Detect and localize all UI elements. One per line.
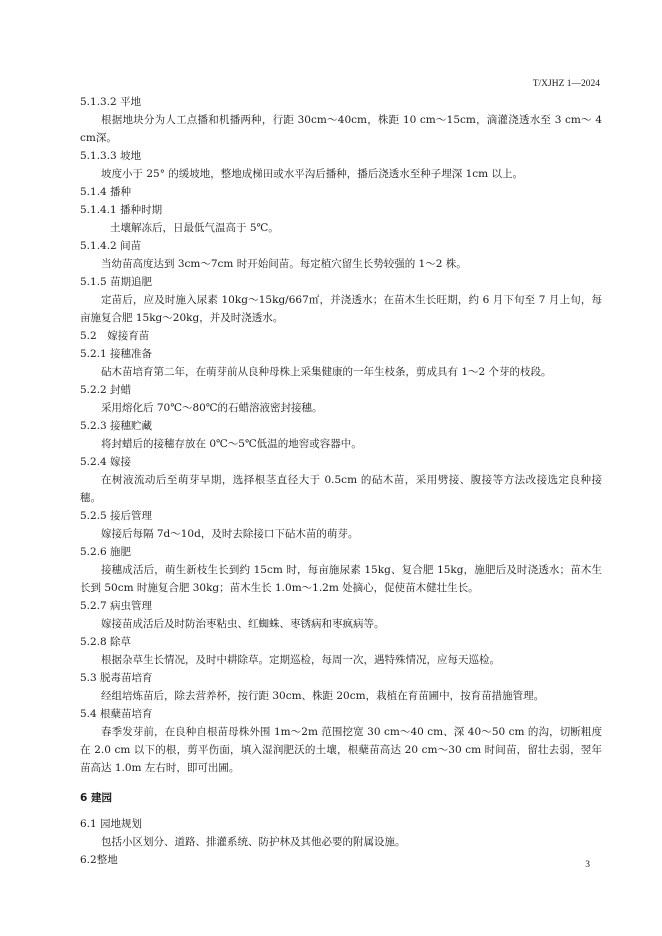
section-heading: 5.1.4 播种	[80, 186, 132, 198]
paragraph: 春季发芽前，在良种自根苗母株外围 1m～2m 范围挖宽 30 cm～40 cm、深 40～50 cm 的沟，切断粗度在 2.0 cm 以下的根，剪平伤面，填入湿润肥沃的土壤，根蘖苗高达 20 cm～30 cm 时间苗，留壮去弱，翌年苗高达 1.0m 左右时，即可出圃。	[80, 726, 602, 774]
section-heading: 5.2.4 嫁接	[80, 456, 132, 468]
paragraph: 嫁接后每隔 7d～10d，及时去除接口下砧木苗的萌芽。	[101, 528, 359, 540]
chapter-heading: 6 建园	[80, 792, 112, 804]
section-heading: 5.4 根蘖苗培育	[80, 708, 153, 720]
paragraph: 经组培炼苗后，除去营养杯，按行距 30cm、株距 20cm，栽植在育苗圃中，按育苗措施管理。	[101, 690, 545, 702]
paragraph: 嫁接苗成活后及时防治枣粘虫、红蜘蛛、枣锈病和枣疯病等。	[101, 618, 385, 630]
section-heading: 5.1.4.2 间苗	[80, 240, 142, 252]
paragraph: 在树液流动后至萌芽早期，选择根茎直径大于 0.5cm 的砧木苗，采用劈接、腹接等方法改接选定良种接穗。	[80, 474, 602, 504]
section-heading: 5.1.5 苗期追肥	[80, 276, 153, 288]
section-heading: 5.2.5 接后管理	[80, 510, 153, 522]
section-heading: 5.2.6 施肥	[80, 546, 132, 558]
document-body	[80, 93, 602, 869]
section-heading: 5.1.4.1 播种时期	[80, 204, 163, 216]
section-heading: 5.2.8 除草	[80, 636, 132, 648]
paragraph: 接穗成活后，萌生新枝生长到约 15cm 时，每亩施尿素 15kg、复合肥 15kg，施肥后及时浇透水；苗木生长到 50cm 时施复合肥 30kg；苗木生长 1.0m～1.2m 处摘心，促使苗木健壮生长。	[80, 564, 602, 594]
section-heading: 5.2.3 接穗贮藏	[80, 420, 153, 432]
paragraph: 土壤解冻后，日最低气温高于 5℃。	[110, 222, 279, 234]
section-heading: 5.2 嫁接育苗	[80, 330, 150, 342]
paragraph: 采用熔化后 70℃～80℃的石蜡溶液密封接穗。	[101, 402, 323, 414]
paragraph: 砧木苗培育第二年，在萌芽前从良种母株上采集健康的一年生枝条，剪成具有 1～2 个芽的枝段。	[101, 366, 552, 378]
document-code: T/XJHZ 1—2024	[532, 79, 600, 89]
section-heading: 6.1 园地规划	[80, 818, 143, 830]
page-number: 3	[585, 860, 590, 870]
paragraph: 坡度小于 25° 的缓坡地，整地成梯田或水平沟后播种，播后浇透水至种子埋深 1cm 以上。	[101, 168, 523, 180]
paragraph: 定苗后，应及时施入尿素 10kg～15kg/667㎡，并浇透水；在苗木生长旺期，约 6 月下旬至 7 月上旬，每亩施复合肥 15kg～20kg，并及时浇透水。	[80, 294, 602, 324]
section-heading: 6.2整地	[80, 854, 118, 866]
paragraph: 包括小区划分、道路、排灌系统、防护林及其他必要的附属设施。	[101, 836, 406, 848]
paragraph: 根据地块分为人工点播和机播两种，行距 30cm～40cm，株距 10 cm～15cm，滴灌浇透水至 3 cm～ 4 cm深。	[80, 114, 602, 144]
paragraph: 当幼苗高度达到 3cm～7cm 时开始间苗。每定植穴留生长势较强的 1～2 株。	[101, 258, 467, 270]
section-heading: 5.2.1 接穗准备	[80, 348, 153, 360]
section-heading: 5.2.7 病虫管理	[80, 600, 153, 612]
paragraph: 根据杂草生长情况，及时中耕除草。定期巡检，每周一次，遇特殊情况，应每天巡检。	[101, 654, 500, 666]
section-heading: 5.2.2 封蜡	[80, 384, 132, 396]
section-heading: 5.1.3.3 坡地	[80, 150, 142, 162]
section-heading: 5.1.3.2 平地	[80, 96, 142, 108]
paragraph: 将封蜡后的接穗存放在 0℃～5℃低温的地窖或容器中。	[101, 438, 362, 450]
section-heading: 5.3 脱毒苗培育	[80, 672, 153, 684]
